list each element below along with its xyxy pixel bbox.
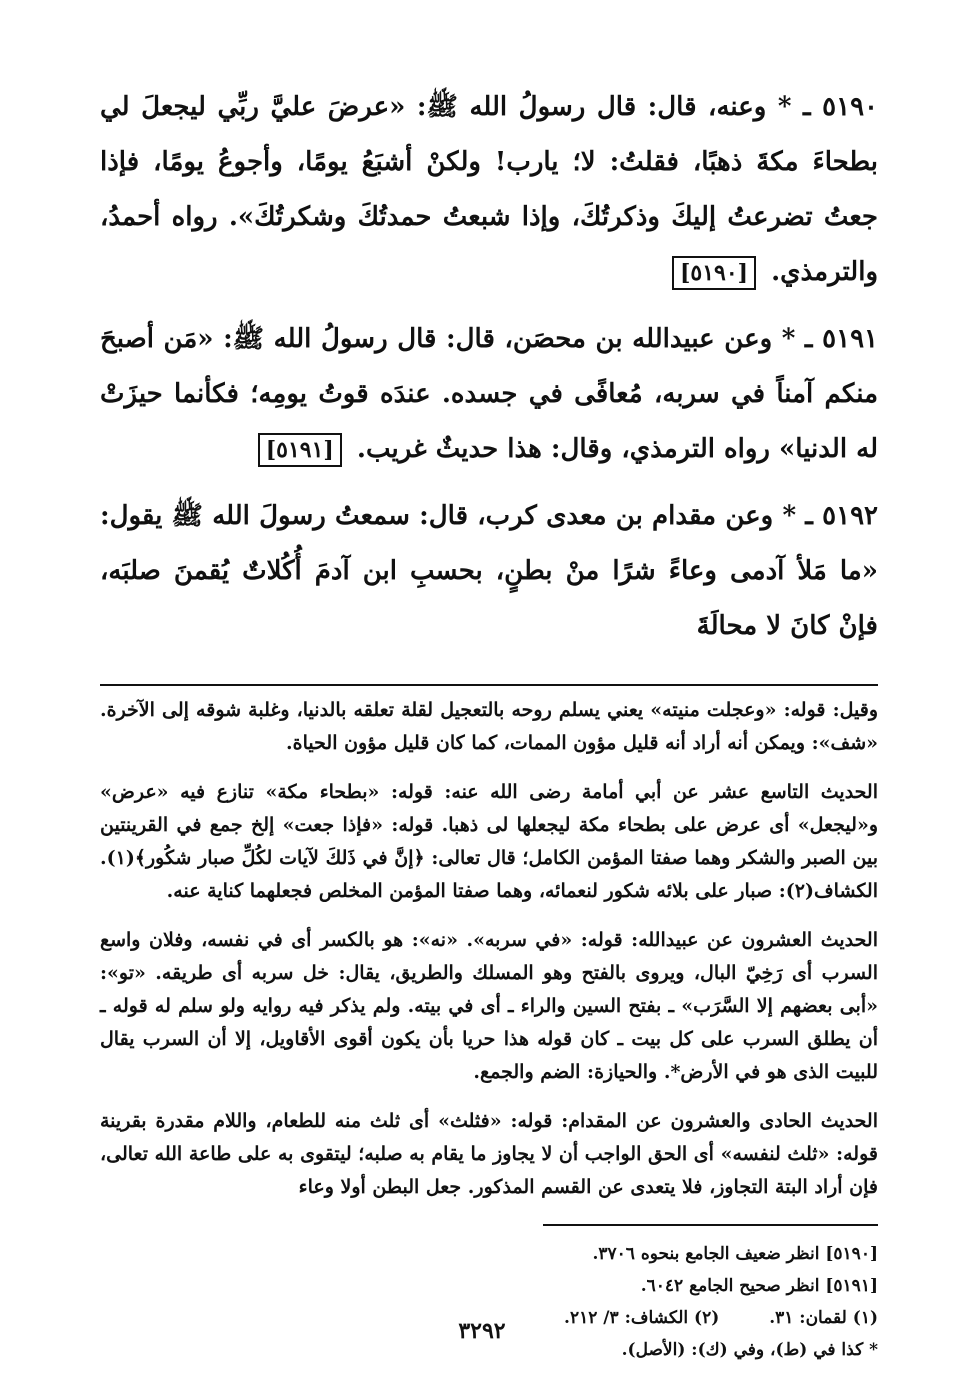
footnote-1: (١) لقمان: ٣١.	[769, 1308, 878, 1328]
commentary-paragraph: الحديث الحادى والعشرون عن المقدام: قوله: «فثلث» أى ثلث منه للطعام، واللام مقدرة بقرينة قوله: «ثلث لنفسه» أى الحق الواجب أن لا يجاوز ما يقام به صلبه؛ ليتقوى به على طاعة الله تعالى، فإن أراد البتة التجاوز، فلا يتعدى عن القسم المذكور. جعل البطن أولا وعاء	[100, 1110, 878, 1198]
hadith-5192	[100, 489, 878, 654]
commentary-paragraph: الحديث العشرون عن عبيدالله: قوله: «في سربه». «نه»: هو بالكسر أى في نفسه، وفلان واسع السرب أى رَخِيّ البال، ويروى بالفتح وهو المسلك والطريق، يقال: خل سربه أى طريقه. «تو»: «أبى بعضهم إلا السَّرَب» ـ بفتح السين والراء ـ أى في بيته. ولم يذكر فيه روايه ولو سلم له قوله ـ أن يطلق السرب على كل بيت ـ كان قوله هذا حريا بأن يكون أقوى الأقاويل، إلا أن السرب يقال للبيت الذى هو في الأرض*. والحيازة: الضم والجمع.	[100, 929, 878, 1083]
commentary-section	[100, 694, 878, 1204]
footnote-star: * كذا في (ط)، وفي (ك): (الأصل).	[621, 1340, 878, 1360]
hadith-text: ٥١٩١ ـ * وعن عبيدالله بن محصَن، قال: قال رسولُ الله ﷺ: «مَن أصبحَ منكم آمناً في سربه، مُعافًى في جسده. عندَه قوتُ يومِه؛ فكأنما حيزَتْ له الدنيا» رواه الترمذي، وقال: هذا حديثٌ غريب.	[100, 324, 878, 464]
footnote-ref-5191: [٥١٩١] انظر صحيح الجامع ٦٠٤٢.	[640, 1276, 878, 1296]
main-divider	[100, 684, 878, 686]
hadith-5190	[100, 80, 878, 300]
hadith-5191	[100, 312, 878, 477]
footnotes	[100, 1240, 878, 1364]
hadith-text: ٥١٩٠ ـ * وعنه، قال: قال رسولُ الله ﷺ: «عرضَ عليَّ ربِّي ليجعلَ لي بطحاءَ مكةَ ذهبًا، فقلتُ: لا؛ يارب! ولكنْ أشبَعُ يومًا، وأجوعُ يومًا، فإذا جعتُ تضرعتُ إليكَ وذكرتُكَ، وإذا شبعتُ حمدتُكَ وشكرتُكَ». رواه أحمدُ، والترمذي.	[100, 92, 878, 287]
hadith-section	[100, 80, 878, 654]
page	[100, 80, 878, 1380]
footnote-divider	[543, 1224, 878, 1226]
page-number: ٣٢٩٢	[458, 1318, 506, 1344]
hadith-reference: [٥١٩١]	[258, 433, 342, 467]
hadith-reference: [٥١٩٠]	[672, 256, 756, 290]
commentary-paragraph: وقيل: قوله: «وعجلت منيته» يعني يسلم روحه بالتعجيل لقلة تعلقه بالدنيا، وغلبة شوقه إلى الآخرة. «شف»: ويمكن أنه أراد أنه قليل مؤون الممات، كما كان قليل مؤون الحياة.	[100, 699, 878, 754]
footnote-2: (٢) الكشاف: ٣/ ٢١٢.	[564, 1308, 720, 1328]
commentary-paragraph: الحديث التاسع عشر عن أبي أمامة رضى الله عنه: قوله: «بطحاء مكة» تنازع فيه «عرض» و«ليجعل» أى عرض على بطحاء مكة ليجعلها لى ذهبا. قوله: «فإذا جعت» إلخ جمع في القرينتين بين الصبر والشكر وهما صفتا المؤمن الكامل؛ قال تعالى: ﴿إنَّ في ذَلكَ لآيات لكُلِّ صبار شكُور﴾(١). الكشاف(٢): صبار على بلائه شكور لنعمائه، وهما صفتا المؤمن المخلص فجعلهما كناية عنه.	[100, 781, 878, 902]
hadith-text: ٥١٩٢ ـ * وعن مقدام بن معدى كرب، قال: سمعتُ رسولَ الله ﷺ يقول: «ما مَلأ آدمى وعاءً شرًا منْ بطنٍ، بحسبِ ابن آدمَ أُكُلاتٌ يُقمنَ صلبَه، فإنْ كانَ لا محالَةَ	[100, 501, 878, 641]
footnote-ref-5190: [٥١٩٠] انظر ضعيف الجامع بنحوه ٣٧٠٦.	[592, 1244, 878, 1264]
